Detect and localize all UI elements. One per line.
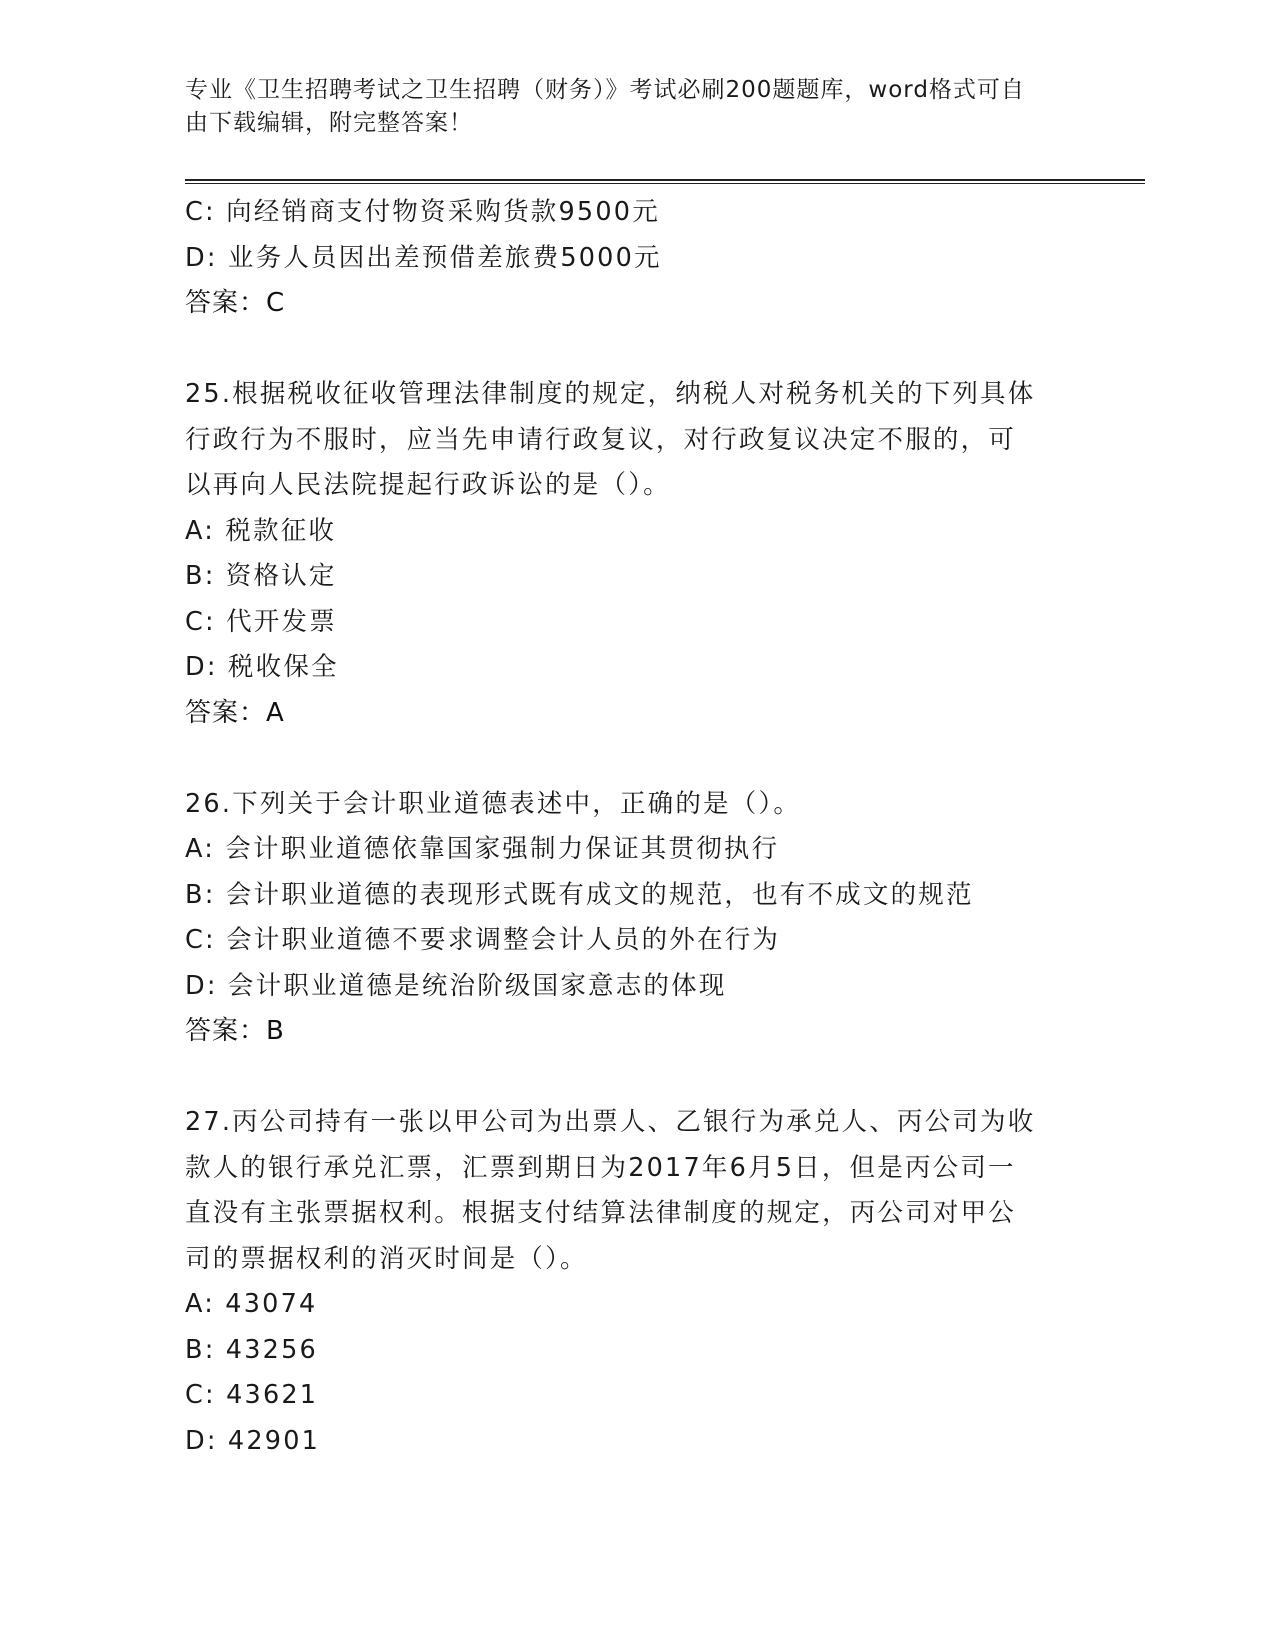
option-d: D: 业务人员因出差预借差旅费5000元: [185, 242, 662, 273]
option-b: B: 会计职业道德的表现形式既有成文的规范，也有不成文的规范: [185, 879, 974, 910]
question-text-line: 26.下列关于会计职业道德表述中，正确的是（）。: [185, 788, 802, 819]
question-26: [185, 782, 1065, 1055]
document-header: [185, 74, 1065, 140]
question-24: [185, 190, 1065, 327]
option-c: C: 43621: [185, 1380, 319, 1410]
header-line-2: 由下载编辑，附完整答案！: [185, 110, 473, 136]
option-d: D: 税收保全: [185, 652, 339, 682]
question-27: [185, 1100, 1065, 1464]
question-text-line: 27.丙公司持有一张以甲公司为出票人、乙银行为承兑人、丙公司为收: [185, 1107, 1036, 1137]
option-b: B: 43256: [185, 1334, 318, 1365]
answer: 答案：B: [185, 1016, 285, 1046]
question-content: [185, 190, 1065, 1464]
question-text-line: 以再向人民法院提起行政诉讼的是（）。: [185, 470, 671, 500]
question-text-line: 司的票据权利的消灭时间是（）。: [185, 1243, 588, 1274]
option-a: A: 会计职业道德依靠国家强制力保证其贯彻执行: [185, 834, 780, 864]
option-d: D: 会计职业道德是统治阶级国家意志的体现: [185, 970, 727, 1001]
header-line-1: 专业《卫生招聘考试之卫生招聘（财务）》考试必刷200题题库，word格式可自: [185, 77, 1025, 103]
header-divider: [185, 179, 1145, 184]
question-text-line: 款人的银行承兑汇票，汇票到期日为2017年6月5日，但是丙公司一: [185, 1152, 1016, 1183]
answer: 答案：C: [185, 288, 286, 318]
spacer: [185, 1055, 1065, 1101]
option-c: C: 会计职业道德不要求调整会计人员的外在行为: [185, 925, 781, 955]
option-c: C: 代开发票: [185, 606, 337, 637]
option-d: D: 42901: [185, 1425, 321, 1456]
question-text-line: 25.根据税收征收管理法律制度的规定，纳税人对税务机关的下列具体: [185, 379, 1036, 409]
option-a: A: 税款征收: [185, 515, 337, 546]
option-c: C: 向经销商支付物资采购货款9500元: [185, 197, 660, 227]
spacer: [185, 736, 1065, 782]
question-text-line: 直没有主张票据权利。根据支付结算法律制度的规定，丙公司对甲公: [185, 1198, 1017, 1228]
option-a: A: 43074: [185, 1289, 318, 1319]
question-text-line: 行政行为不服时，应当先申请行政复议，对行政复议决定不服的，可: [185, 424, 1017, 455]
option-b: B: 资格认定: [185, 561, 337, 591]
answer: 答案：A: [185, 697, 285, 728]
spacer: [185, 327, 1065, 373]
question-25: [185, 372, 1065, 736]
